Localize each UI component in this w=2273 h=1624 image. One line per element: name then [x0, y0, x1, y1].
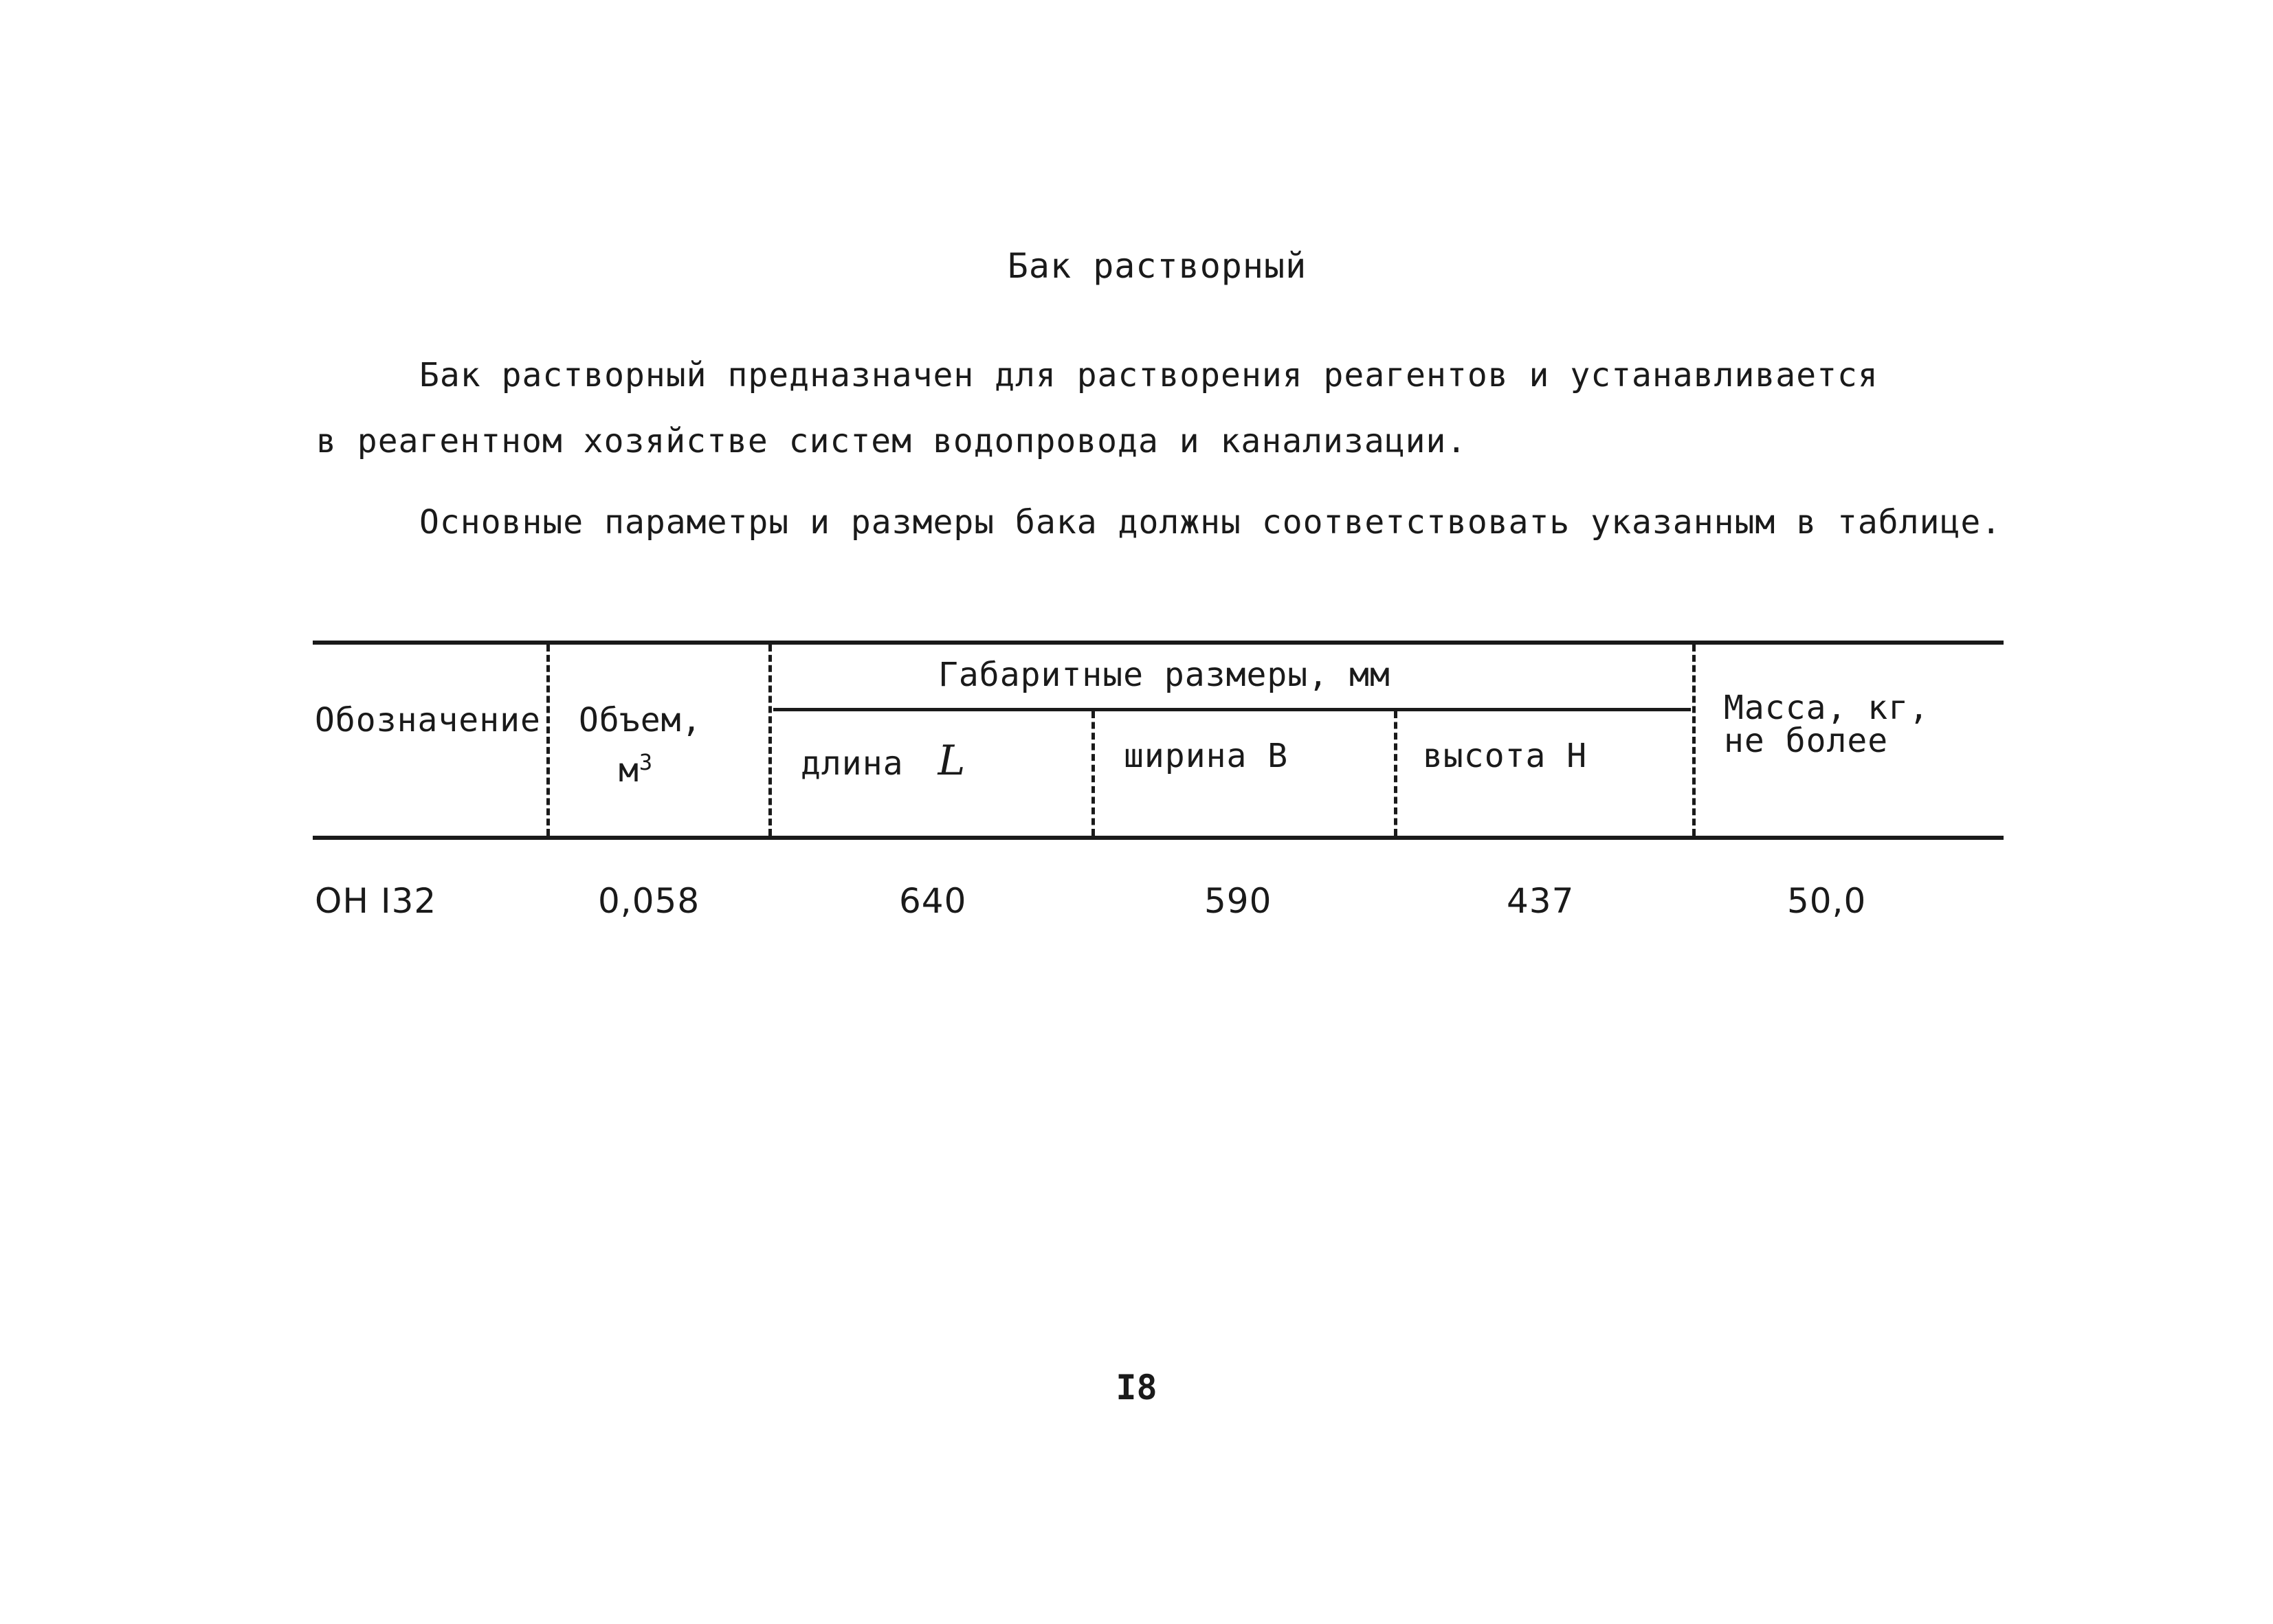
page-number: I8	[1116, 1368, 1157, 1408]
header-volume-unit-base: м	[619, 751, 639, 790]
row-mass: 50,0	[1787, 881, 1867, 921]
row-height: 437	[1507, 881, 1575, 921]
dimensions-group-divider	[773, 708, 1691, 711]
header-length	[801, 737, 966, 785]
header-width: ширина В	[1124, 737, 1289, 775]
row-volume: 0,058	[598, 881, 700, 921]
col-separator-4	[1394, 711, 1397, 836]
paragraph-purpose: Бак растворный предназначен для растворения реагентов и устанавливается в реагентном хозяйстве систем водопровода и канализации.	[316, 356, 1878, 460]
header-length-label: длина	[801, 744, 904, 783]
row-designation: ОН I32	[315, 881, 437, 921]
document-title: Бак растворный	[1007, 246, 1307, 286]
header-dimensions-group: Габаритные размеры, мм	[938, 656, 1390, 694]
row-width: 590	[1204, 881, 1272, 921]
header-volume	[579, 701, 702, 739]
row-length: 640	[899, 881, 967, 921]
header-volume-unit-power: 3	[639, 749, 654, 775]
col-separator-5	[1692, 645, 1696, 836]
table-top-border	[313, 641, 2004, 645]
header-bottom-border	[313, 836, 2004, 840]
header-volume-unit	[619, 749, 653, 790]
header-length-symbol: L	[938, 737, 966, 785]
paragraph-parameters: Основные параметры и размеры бака должны соответствовать указанным в таблице.	[419, 503, 2002, 542]
header-height: высота Н	[1423, 737, 1588, 775]
header-mass-line1: Масса, кг,	[1724, 689, 1929, 727]
col-separator-2	[768, 645, 772, 836]
col-separator-1	[546, 645, 550, 836]
header-mass-line2: не более	[1724, 722, 1889, 760]
header-volume-label: Объем,	[579, 701, 702, 739]
header-designation: Обозначение	[315, 701, 541, 739]
col-separator-3	[1091, 711, 1095, 836]
